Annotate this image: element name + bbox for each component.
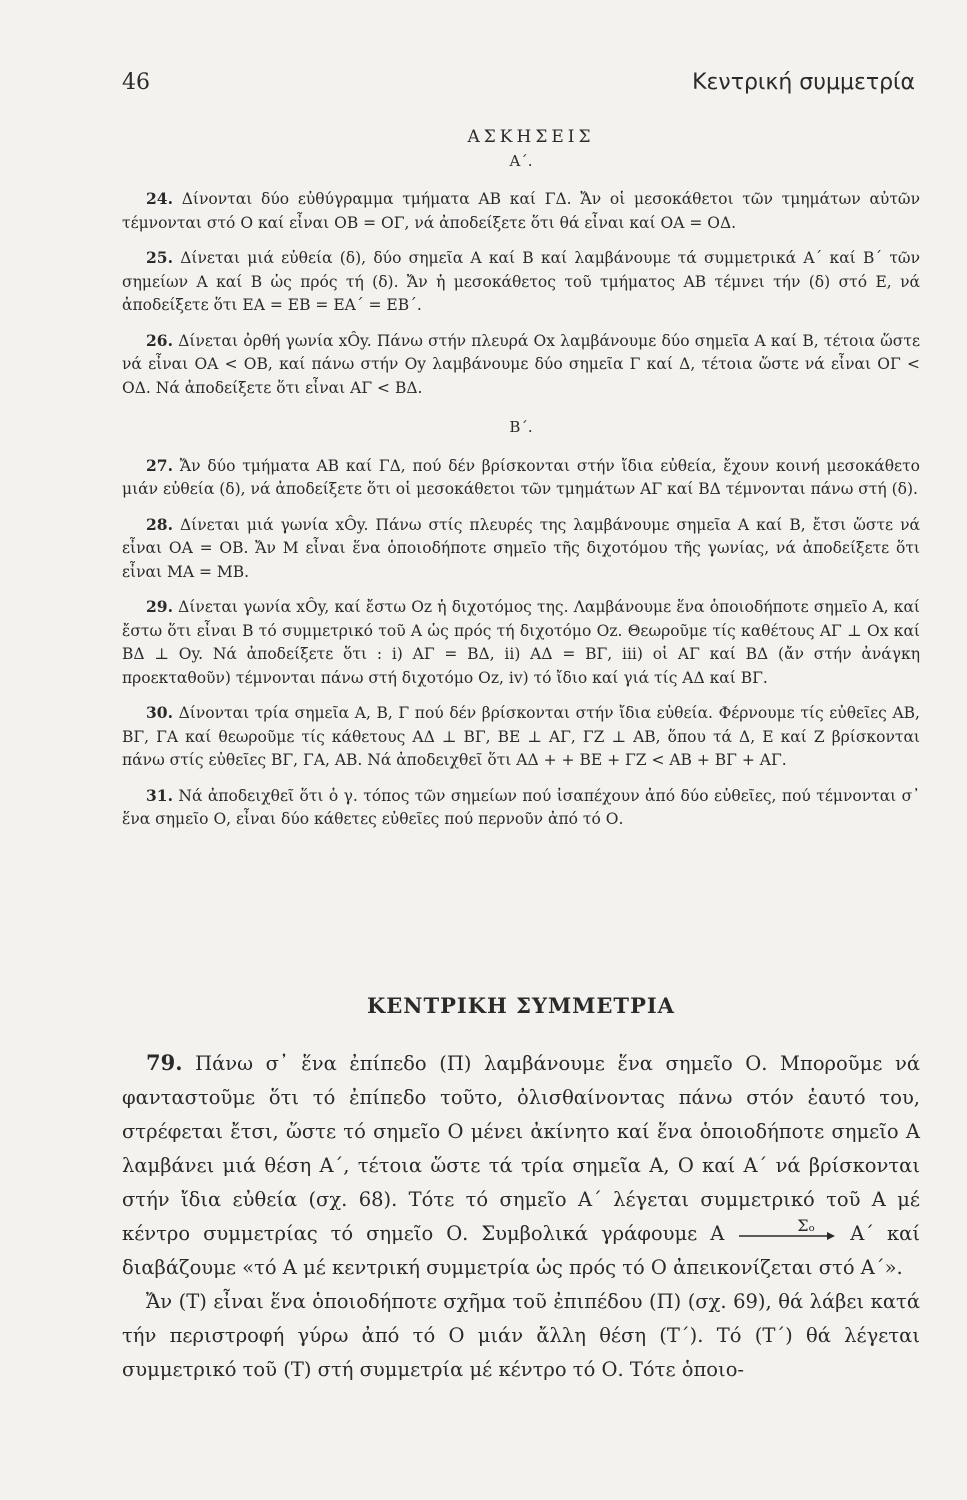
paragraph-2: Ἄν (Τ) εἶναι ἕνα ὁποιοδήποτε σχῆμα τοῦ ἐπιπέδου (Π) (σχ. 69), θά λάβει κατά τήν περιστροφή γύρω ἀπό τό Ο μιάν ἄλλη θέση (Τ΄). Τό (Τ΄) θά λέγεται συμμετρικό τοῦ (Τ) στή συμμετρία μέ κέντρο τό Ο. Τότε ὁποιο- — [122, 1290, 920, 1381]
paragraph-text-part-1: Πάνω σ᾽ ἕνα ἐπίπεδο (Π) λαμβάνουμε ἕνα σημεῖο Ο. Μποροῦμε νά φανταστοῦμε ὅτι τό ἐπίπεδο τοῦτο, ὀλισθαίνοντας πάνω στόν ἑαυτό του, στρέφεται ἔτσι, ὥστε τό σημεῖο Ο μένει ἀκίνητο καί ἕνα ὁποιοδήποτε σημεῖο Α λαμβάνει μιά θέση Α΄, τέτοια ὥστε τά τρία σημεῖα Α, Ο καί Α΄ νά βρίσκονται στήν ἴδια εὐθεία (σχ. 68). Τότε τό σημεῖο Α΄ λέγεται συμμετρικό τοῦ Α μέ κέντρο συμμετρίας τό σημεῖο Ο. Συμβολικά γράφουμε Α — [122, 1052, 920, 1245]
exercise-31 — [122, 784, 920, 832]
exercise-text: Ἄν δύο τμήματα ΑΒ καί ΓΔ, πού δέν βρίσκονται στήν ἴδια εὐθεία, ἔχουν κοινή μεσοκάθετο μιάν εὐθεία (δ), νά ἀποδείξετε ὅτι οἱ μεσοκάθετοι τῶν τμημάτων ΑΓ καί ΒΔ τέμνονται πάνω στή (δ). — [122, 456, 920, 498]
exercise-26 — [122, 329, 920, 401]
symmetry-arrow — [737, 1215, 837, 1245]
arrow-icon — [737, 1231, 837, 1241]
exercise-number: 26. — [146, 330, 173, 350]
part-b-label: Β΄. — [509, 418, 533, 436]
exercise-number: 30. — [146, 703, 173, 722]
exercise-text: Δίνεται γωνία xÔy, καί ἔστω Οz ἡ διχοτόμος της. Λαμβάνουμε ἕνα ὁποιοδήποτε σημεῖο Α, καί ἔστω ὅτι εἶναι Β τό συμμετρικό τοῦ Α ὡς πρός τή διχοτόμο Οz. Θεωροῦμε τίς καθέτους ΑΓ ⊥ Οx καί ΒΔ ⊥ Οy. Νά ἀποδείξετε ὅτι : i) ΑΓ = ΒΔ, ii) ΑΔ = ΒΓ, iii) οἱ ΑΓ καί ΒΔ (ἄν στήν ἀνάγκη προεκταθοῦν) τέμνονται πάνω στή διχοτόμο Οz, iv) τό ἴδιο καί γιά τίς ΑΔ καί ΒΓ. — [122, 598, 920, 687]
exercise-number: 24. — [146, 189, 173, 208]
exercise-text: Δίνεται μιά γωνία xÔy. Πάνω στίς πλευρές της λαμβάνουμε σημεῖα Α καί Β, ἔτσι ὥστε νά εἶναι ΟΑ = ΟΒ. Ἄν Μ εἶναι ἕνα ὁποιοδήποτε σημεῖο τῆς διχοτόμου τῆς γωνίας, νά ἀποδείξετε ὅτι εἶναι ΜΑ = ΜΒ. — [122, 515, 920, 581]
exercise-text: Νά ἀποδειχθεῖ ὅτι ὁ γ. τόπος τῶν σημείων πού ἰσαπέχουν ἀπό δύο εὐθεῖες, πού τέμνονται σ᾽ ἕνα σημεῖο Ο, εἶναι δύο κάθετες εὐθεῖες πού περνοῦν ἀπό τό Ο. — [122, 786, 920, 828]
exercise-number: 25. — [146, 248, 173, 267]
exercise-25 — [122, 246, 920, 318]
section-title: ΚΕΝΤΡΙΚΗ ΣΥΜΜΕΤΡΙΑ — [367, 993, 675, 1018]
exercise-number: 31. — [146, 785, 173, 805]
paragraph-number: 79. — [146, 1050, 183, 1075]
exercise-number: 27. — [146, 455, 173, 475]
exercise-text: Δίνεται ὀρθή γωνία xÔy. Πάνω στήν πλευρά Οx λαμβάνουμε δύο σημεῖα Α καί Β, τέτοια ὥστε νά εἶναι ΟΑ < ΟΒ, καί πάνω στήν Οy λαμβάνουμε δύο σημεῖα Γ καί Δ, τέτοια ὥστε νά εἶναι ΟΓ < ΟΔ. Νά ἀποδείξετε ὅτι εἶναι ΑΓ < ΒΔ. — [122, 331, 920, 397]
exercise-30 — [122, 701, 920, 773]
page-number: 46 — [122, 70, 150, 95]
section-body — [122, 1046, 920, 1387]
exercise-29 — [122, 595, 920, 690]
exercise-27 — [122, 454, 920, 502]
symmetry-symbol: Σₒ — [797, 1215, 815, 1235]
exercises-section — [122, 126, 920, 843]
part-a-label: Α΄. — [509, 151, 533, 170]
exercise-text: Δίνονται τρία σημεῖα Α, Β, Γ πού δέν βρίσκονται στήν ἴδια εὐθεία. Φέρνουμε τίς εὐθεῖες ΑΒ, ΒΓ, ΓΑ καί θεωροῦμε τίς κάθετους ΑΔ ⊥ ΒΓ, ΒΕ ⊥ ΑΓ, ΓΖ ⊥ ΑΒ, ὅπου τά Δ, Ε καί Ζ βρίσκονται πάνω στίς εὐθεῖες ΒΓ, ΓΑ, ΑΒ. Νά ἀποδειχθεῖ ὅτι ΑΔ + + ΒΕ + ΓΖ < ΑΒ + ΒΓ + ΑΓ. — [122, 704, 920, 769]
page-header — [122, 70, 915, 102]
exercise-24 — [122, 187, 920, 235]
exercise-number: 28. — [146, 514, 173, 534]
exercise-28 — [122, 513, 920, 585]
exercises-title: ΑΣΚΗΣΕΙΣ — [467, 127, 595, 147]
exercise-number: 29. — [146, 597, 173, 616]
exercise-text: Δίνεται μιά εὐθεία (δ), δύο σημεῖα Α καί Β καί λαμβάνουμε τά συμμετρικά Α΄ καί Β΄ τῶν σημείων Α καί Β ὡς πρός τή (δ). Ἄν ἡ μεσοκάθετος τοῦ τμήματος ΑΒ τέμνει τήν (δ) στό Ε, νά ἀποδείξετε ὅτι ΕΑ = ΕΒ = ΕΑ΄ = ΕΒ΄. — [122, 249, 920, 314]
paragraph-79 — [122, 1046, 920, 1285]
exercise-text: Δίνονται δύο εὐθύγραμμα τμήματα ΑΒ καί ΓΔ. Ἄν οἱ μεσοκάθετοι τῶν τμημάτων αὐτῶν τέμνονται στό Ο καί εἶναι ΟΒ = ΟΓ, νά ἀποδείξετε ὅτι θά εἶναι καί ΟΑ = ΟΔ. — [122, 190, 920, 232]
paragraph-text-part-2: Α΄ καί διαβάζουμε «τό Α μέ κεντρική συμμετρία ὡς πρός τό Ο ἀπεικονίζεται στό Α΄». — [122, 1222, 920, 1279]
running-title: Κεντρική συμμετρία — [692, 70, 915, 95]
